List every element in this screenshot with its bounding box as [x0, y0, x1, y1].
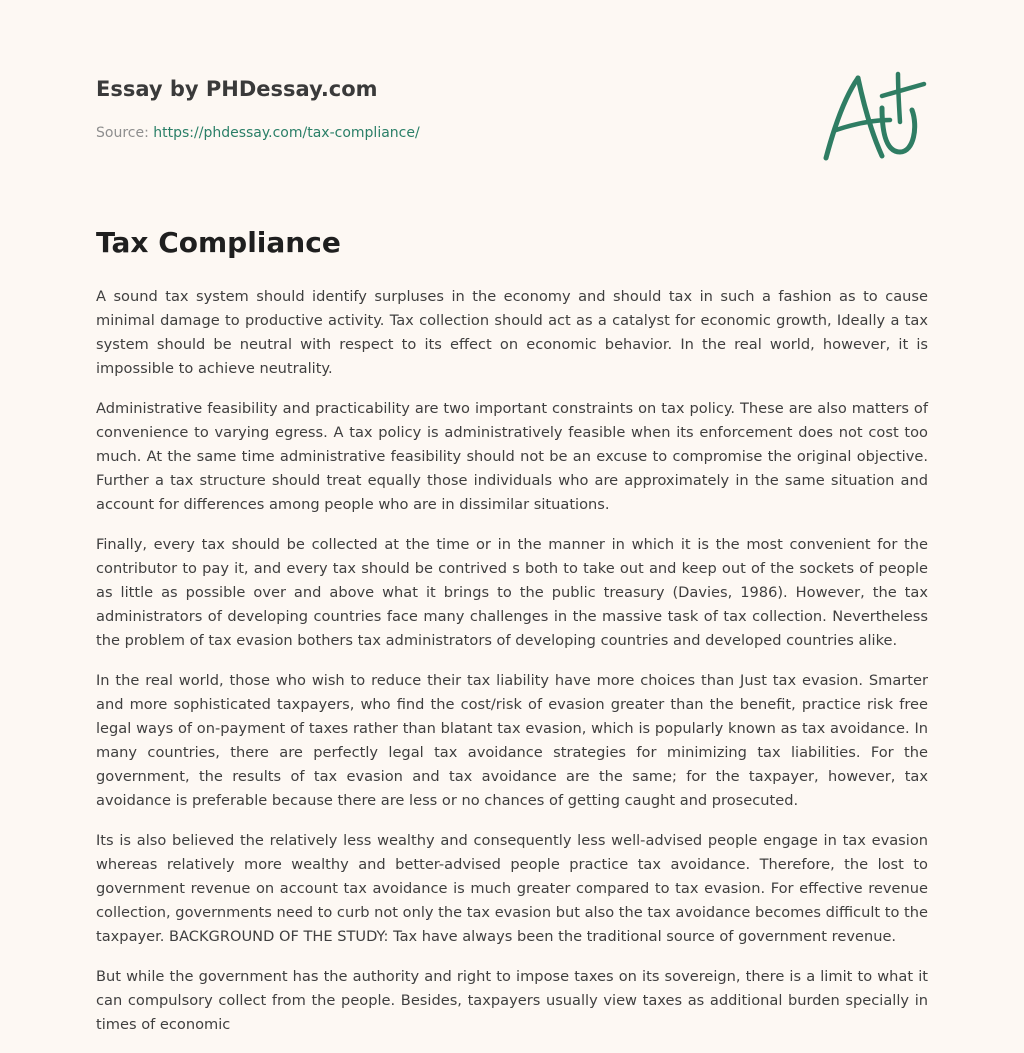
a-plus-grade-icon	[820, 68, 928, 164]
essay-paragraph: But while the government has the authority and right to impose taxes on its sovereign, there is a limit to what it can compulsory collect from the people. Besides, taxpayers usually view taxes as additional burden specially in times of economic	[96, 968, 928, 1033]
essay-paragraph: Finally, every tax should be collected at the time or in the manner in which it is the most convenient for the contributor to pay it, and every tax should be contrived s both to take out and keep out of the sockets of people as little as possible over and above what it brings to the public treasury (Davies, 1986). However, the tax administrators of developing countries face many challenges in the massive task of tax collection. Nevertheless the problem of tax evasion bothers tax administrators of developing countries and developed countries alike.	[96, 536, 928, 649]
essay-paragraph: Its is also believed the relatively less wealthy and consequently less well-advised people engage in tax evasion whereas relatively more wealthy and better-advised people practice tax avoidance. Therefore, the lost to government revenue on account tax avoidance is much greater compared to tax evasion. For effective revenue collection, governments need to curb not only the tax evasion but also the tax avoidance becomes difficult to the taxpayer. BACKGROUND OF THE STUDY: Tax have always been the traditional source of government revenue.	[96, 832, 928, 945]
brand-heading: Essay by PHDessay.com	[96, 77, 378, 101]
essay-paragraph: Administrative feasibility and practicability are two important constraints on tax policy. These are also matters of convenience to varying egress. A tax policy is administratively feasible when its enforcement does not cost too much. At the same time administrative feasibility should not be an excuse to compromise the original objective. Further a tax structure should treat equally those individuals who are approximately in the same situation and account for differences among people who are in dissimilar situations.	[96, 400, 928, 513]
essay-title: Tax Compliance	[96, 226, 341, 259]
essay-paragraph: In the real world, those who wish to reduce their tax liability have more choices than Just tax evasion. Smarter and more sophisticated taxpayers, who find the cost/risk of evasion greater than the benefit, practice risk free legal ways of on-payment of taxes rather than blatant tax evasion, which is popularly known as tax avoidance. In many countries, there are perfectly legal tax avoidance strategies for minimizing tax liabilities. For the government, the results of tax evasion and tax avoidance are the same; for the taxpayer, however, tax avoidance is preferable because there are less or no chances of getting caught and prosecuted.	[96, 672, 928, 809]
source-link[interactable]: https://phdessay.com/tax-compliance/	[153, 125, 420, 141]
source-label: Source:	[96, 125, 149, 141]
essay-paragraph: A sound tax system should identify surpluses in the economy and should tax in such a fashion as to cause minimal damage to productive activity. Tax collection should act as a catalyst for economic growth, Ideally a tax system should be neutral with respect to its effect on economic behavior. In the real world, however, it is impossible to achieve neutrality.	[96, 288, 928, 377]
essay-body	[96, 285, 928, 1053]
source-line	[96, 125, 420, 141]
